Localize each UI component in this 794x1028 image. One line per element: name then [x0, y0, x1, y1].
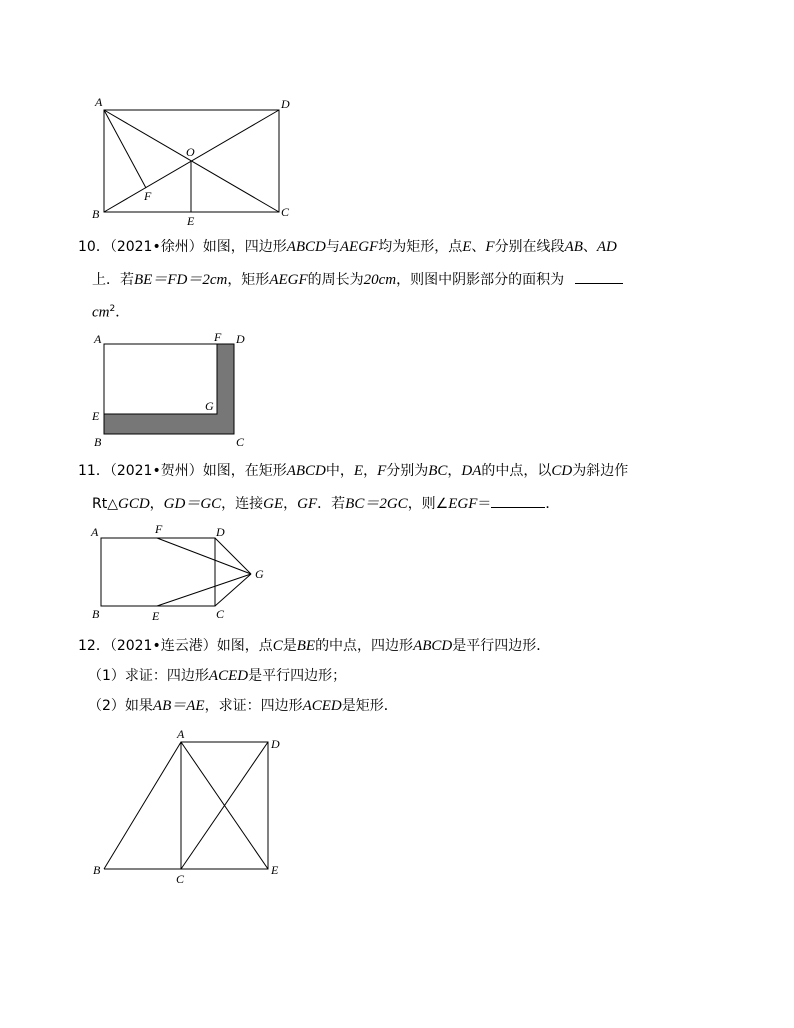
- text: 的中点，四边形: [315, 638, 414, 654]
- question-source: （2021•连云港）: [109, 638, 217, 654]
- math: ABCD: [286, 463, 326, 479]
- math: GD＝GC: [163, 496, 222, 512]
- text: 如图，四边形: [202, 239, 287, 255]
- label-a: A: [177, 727, 185, 741]
- math: AD: [596, 239, 617, 255]
- text: 是: [282, 638, 297, 654]
- text: ．: [545, 496, 560, 512]
- label-c: C: [176, 872, 185, 886]
- text: ＝: [477, 496, 492, 512]
- text: 的中点，以: [481, 463, 552, 479]
- label-d: D: [216, 525, 225, 539]
- math: AB＝AE: [152, 698, 205, 714]
- text: 分别在线段: [494, 239, 565, 255]
- question-12-part-2: [88, 696, 398, 716]
- label-a: A: [91, 525, 99, 539]
- label-b: B: [92, 607, 100, 621]
- question-source: （2021•贺州）: [109, 463, 203, 479]
- math: GF: [297, 496, 318, 512]
- label-c: C: [236, 435, 245, 449]
- text: 、: [471, 239, 486, 255]
- figure-rectangle-with-triangle: [0, 520, 794, 630]
- rect-abcd: [101, 538, 215, 606]
- segment-fg: [157, 538, 251, 574]
- label-b: B: [93, 863, 101, 877]
- math: F: [377, 463, 387, 479]
- math: AEGF: [339, 239, 379, 255]
- shaded-region: [104, 344, 234, 434]
- math: BC＝2GC: [345, 496, 408, 512]
- label-f: F: [155, 522, 163, 536]
- text: Rt△: [92, 496, 118, 512]
- label-g: G: [255, 567, 264, 581]
- text: ．: [115, 304, 130, 321]
- question-12-part-1: [88, 666, 346, 686]
- math: E: [462, 239, 472, 255]
- text: ，则∠: [407, 496, 449, 512]
- text: 的周长为: [307, 272, 364, 288]
- math: BE: [296, 638, 316, 654]
- text: （1）求证：四边形: [88, 668, 209, 684]
- text: （2）如果: [88, 698, 153, 714]
- text: 是平行四边形；: [248, 668, 347, 684]
- text: 中，: [325, 463, 354, 479]
- question-12-line-1: [78, 636, 550, 656]
- text: 是平行四边形．: [452, 638, 551, 654]
- question-10-line-2: [92, 268, 623, 290]
- unit-exponent: 2: [109, 304, 116, 314]
- label-g: G: [205, 399, 214, 413]
- figure-shaded-l-shape: [0, 328, 794, 453]
- figure-parallelogram-rectangle: [0, 725, 794, 885]
- question-source: （2021•徐州）: [109, 239, 203, 255]
- text: ，则图中阴影部分的面积为: [396, 272, 565, 288]
- text: 如图，在矩形: [202, 463, 287, 479]
- label-f: F: [144, 189, 152, 203]
- math: ABCD: [286, 239, 326, 255]
- label-e: E: [187, 214, 195, 228]
- answer-blank[interactable]: [491, 492, 545, 508]
- label-b: B: [92, 207, 100, 221]
- math: AEGF: [269, 272, 308, 288]
- math: 20cm: [363, 272, 397, 288]
- label-a: A: [95, 95, 103, 109]
- label-f: F: [214, 330, 222, 344]
- label-d: D: [271, 737, 280, 751]
- label-d: D: [281, 97, 290, 111]
- text: ，: [447, 463, 462, 479]
- question-number: 11．: [78, 463, 110, 479]
- label-c: C: [281, 205, 290, 219]
- text: ．若: [317, 496, 346, 512]
- segment-cg: [215, 574, 251, 606]
- math: F: [485, 239, 495, 255]
- question-11-line-2: [92, 492, 559, 514]
- label-d: D: [236, 332, 245, 346]
- segment-ab: [104, 742, 181, 869]
- text: ，: [363, 463, 378, 479]
- math: GCD: [117, 496, 150, 512]
- label-b: B: [94, 435, 102, 449]
- math: ACED: [302, 698, 342, 714]
- label-e: E: [92, 409, 100, 423]
- question-10-line-1: [78, 237, 617, 257]
- text: 如图，点: [216, 638, 273, 654]
- math: BE＝FD＝2cm: [134, 272, 228, 288]
- text: 与: [325, 239, 340, 255]
- text: 是矩形．: [341, 698, 398, 714]
- math: AB: [564, 239, 583, 255]
- math: ACED: [208, 668, 249, 684]
- label-o: O: [186, 145, 195, 159]
- question-number: 10．: [78, 239, 110, 255]
- text: 均为矩形，点: [378, 239, 463, 255]
- text: 为斜边作: [572, 463, 629, 479]
- unit: cm: [92, 304, 110, 321]
- answer-blank[interactable]: [575, 268, 623, 284]
- text: 上．若: [92, 272, 134, 288]
- figure-rectangle-abcd-diagonals: [0, 0, 794, 230]
- math: C: [272, 638, 283, 654]
- question-10-line-3: [92, 299, 129, 323]
- label-e: E: [152, 609, 160, 623]
- math: EGF: [448, 496, 478, 512]
- text: ，矩形: [227, 272, 270, 288]
- label-c: C: [216, 607, 225, 621]
- text: ，: [283, 496, 298, 512]
- math: E: [353, 463, 364, 479]
- text: ，: [149, 496, 164, 512]
- segment-eg: [157, 574, 251, 606]
- question-11-line-1: [78, 461, 628, 481]
- question-number: 12．: [78, 638, 110, 654]
- math: BC: [428, 463, 448, 479]
- math: DA: [461, 463, 482, 479]
- text: ，求证：四边形: [204, 698, 303, 714]
- text: 分别为: [386, 463, 429, 479]
- math: CD: [551, 463, 573, 479]
- math: ABCD: [413, 638, 453, 654]
- label-a: A: [94, 332, 102, 346]
- text: ，连接: [221, 496, 264, 512]
- text: 、: [582, 239, 597, 255]
- segment-dg: [215, 538, 251, 574]
- math: GE: [263, 496, 284, 512]
- label-e: E: [271, 863, 279, 877]
